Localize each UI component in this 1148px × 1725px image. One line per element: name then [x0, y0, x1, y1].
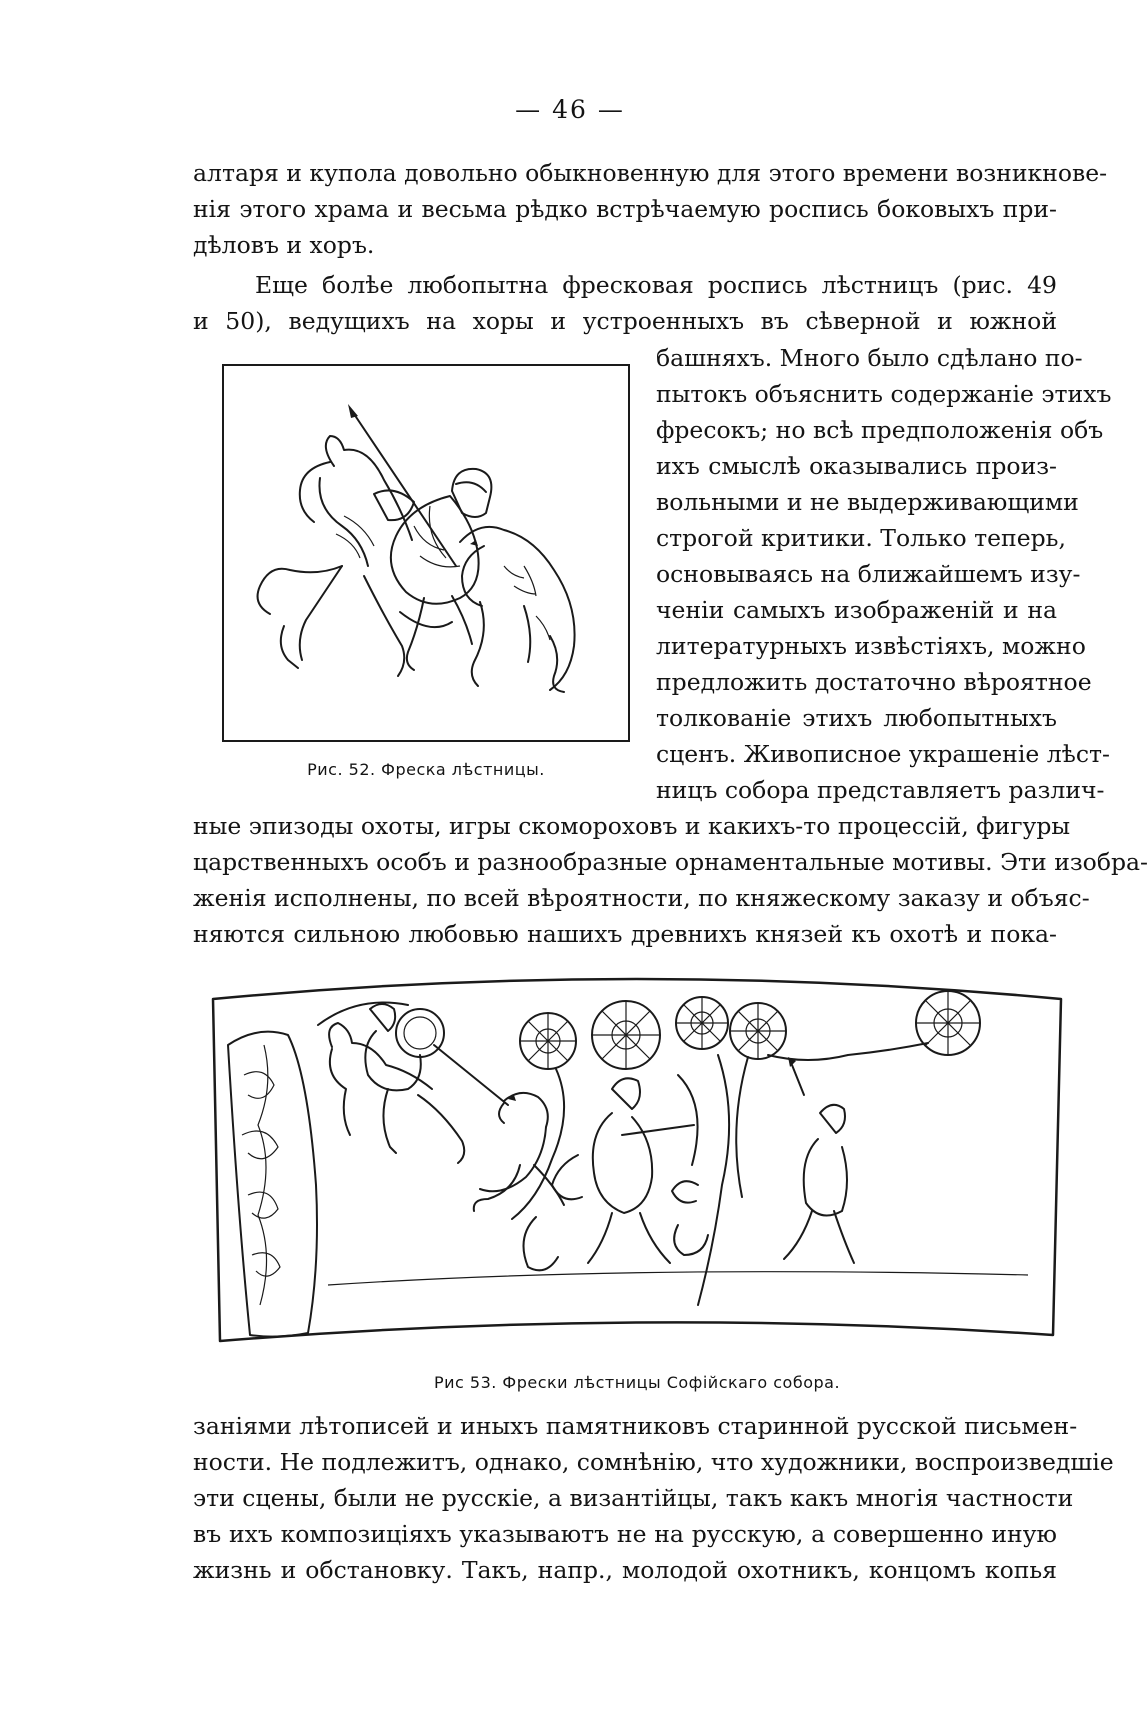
- text-line: ные эпизоды охоты, игры скомороховъ и какихъ-то процессій, фигуры: [193, 812, 1071, 840]
- text-line: основываясь на ближайшемъ изу-: [656, 560, 1081, 588]
- figure-53-fresco-frieze: [208, 985, 1066, 1357]
- text-line: ченіи самыхъ изображеній и на: [656, 596, 1057, 624]
- text-line: жизнь и обстановку. Такъ, напр., молодой охотникъ, концомъ копья: [193, 1556, 1057, 1584]
- text-line: заніями лѣтописей и иныхъ памятниковъ старинной русской письмен-: [193, 1412, 1078, 1440]
- text-line: царственныхъ особъ и разнообразные орнаментальные мотивы. Эти изобра-: [193, 848, 1148, 876]
- text-line: сценъ. Живописное украшеніе лѣст-: [656, 740, 1110, 768]
- text-line: и 50), ведущихъ на хоры и устроенныхъ въ сѣверной и южной: [193, 307, 1057, 335]
- rosette-flower-3: [676, 997, 728, 1049]
- text-line: вольными и не выдерживающими: [656, 488, 1079, 516]
- text-line: ихъ смыслѣ оказывались произ-: [656, 452, 1057, 480]
- hunting-frieze-drawing: [208, 985, 1066, 1357]
- figure-52-fresco-horseman: [222, 364, 630, 742]
- text-line: строгой критики. Только теперь,: [656, 524, 1066, 552]
- rosette-flower-1: [520, 1013, 576, 1069]
- text-line: предложить достаточно вѣроятное: [656, 668, 1092, 696]
- rosette-flower-5: [916, 991, 980, 1055]
- text-line: няются сильною любовью нашихъ древнихъ князей къ охотѣ и пока-: [193, 920, 1057, 948]
- text-line: ницъ собора представляетъ различ-: [656, 776, 1105, 804]
- figure-53-caption: Рис 53. Фрески лѣстницы Софійскаго собора.: [433, 1373, 841, 1392]
- text-line: башняхъ. Много было сдѣлано по-: [656, 344, 1083, 372]
- text-line: эти сцены, были не русскіе, а византійцы, такъ какъ многія частности: [193, 1484, 1074, 1512]
- text-line: нія этого храма и весьма рѣдко встрѣчаемую роспись боковыхъ при-: [193, 195, 1057, 223]
- rosette-flower-2: [592, 1001, 660, 1069]
- text-line: литературныхъ извѣстіяхъ, можно: [656, 632, 1086, 660]
- figure-52-caption: Рис. 52. Фреска лѣстницы.: [307, 760, 545, 779]
- text-line: женія исполнены, по всей вѣроятности, по княжескому заказу и объяс-: [193, 884, 1090, 912]
- text-line: толкованіе этихъ любопытныхъ: [656, 704, 1057, 732]
- text-line: фресокъ; но всѣ предположенія объ: [656, 416, 1104, 444]
- text-line: въ ихъ композиціяхъ указываютъ не на русскую, а совершенно иную: [193, 1520, 1057, 1548]
- text-line: пытокъ объяснить содержаніе этихъ: [656, 380, 1112, 408]
- text-line: Еще болѣе любопытна фресковая роспись лѣстницъ (рис. 49: [255, 271, 1057, 299]
- text-line: алтаря и купола довольно обыкновенную для этого времени возникнове-: [193, 159, 1108, 187]
- page-number: — 46 —: [515, 95, 625, 124]
- rosette-flower-4: [730, 1003, 786, 1059]
- text-line: дѣловъ и хоръ.: [193, 231, 375, 259]
- text-line: ности. Не подлежитъ, однако, сомнѣнію, что художники, воспроизведшіе: [193, 1448, 1114, 1476]
- horseman-bear-drawing: [224, 366, 628, 740]
